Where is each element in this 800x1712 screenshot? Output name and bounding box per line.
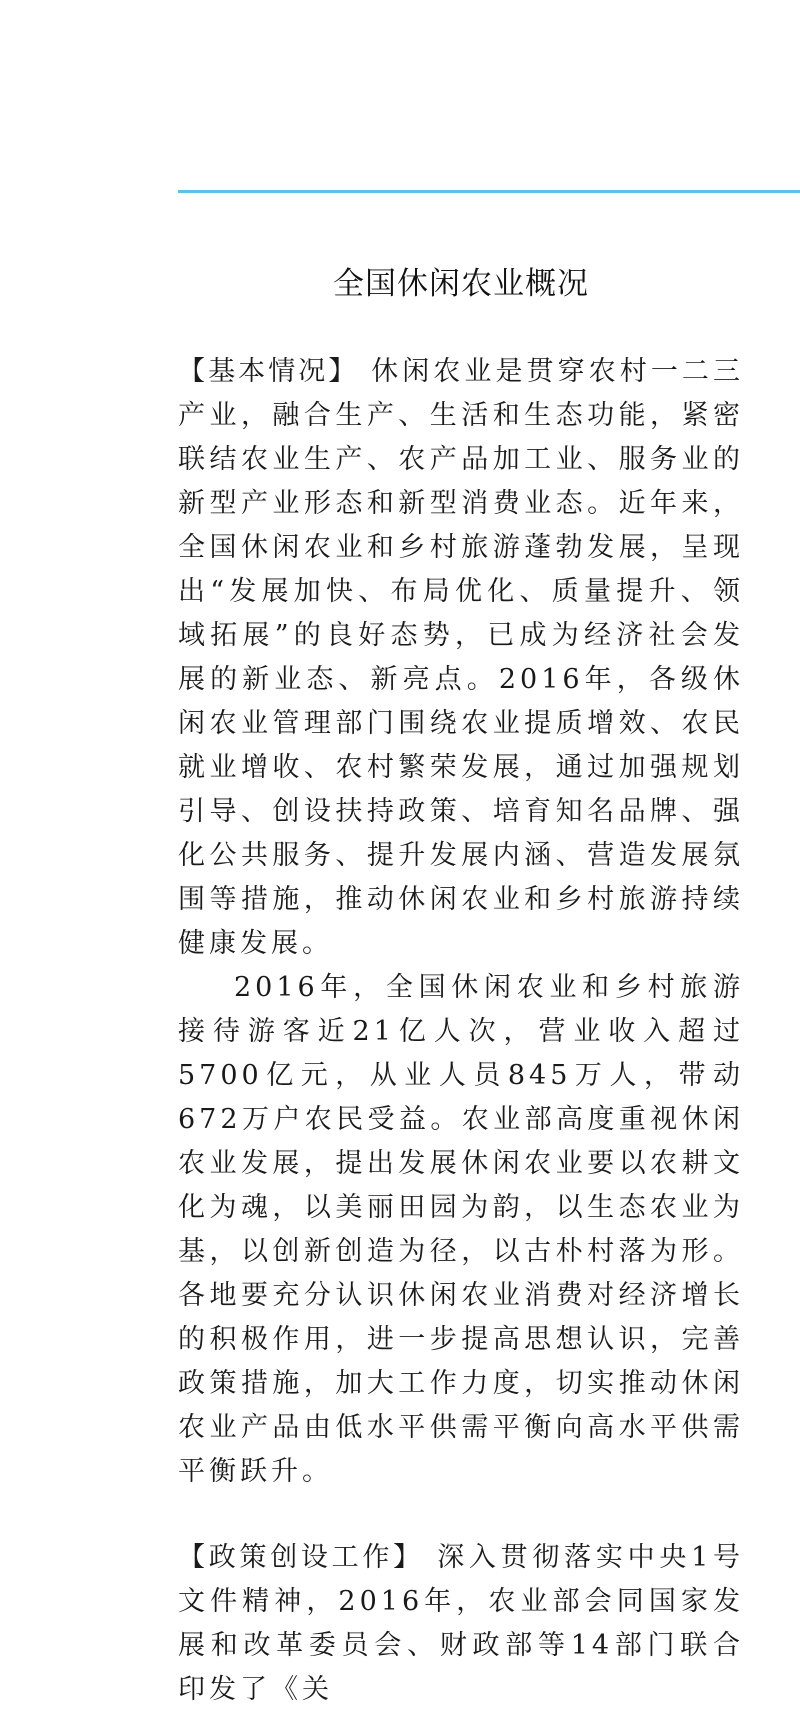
article-body: [178, 350, 744, 1712]
section-basic-paragraph-2: 2016年，全国休闲农业和乡村旅游接待游客近21亿人次，营业收入超过5700亿元，从业人员845万人，带动672万户农民受益。农业部高度重视休闲农业发展，提出发展休闲农业要以农耕文化为魂，以美丽田园为韵，以生态农业为基，以创新创造为径，以古朴村落为形。各地要充分认识休闲农业消费对经济增长的积极作用，进一步提高思想认识，完善政策措施，加大工作力度，切实推动休闲农业产品由低水平供需平衡向高水平供需平衡跃升。: [178, 972, 744, 1487]
section-policy-text-1: 深入贯彻落实中央1号文件精神，2016年，农业部会同国家发展和改革委员会、财政部等14部门联合印发了《关: [178, 1542, 744, 1705]
page-title: 全国休闲农业概况: [333, 266, 589, 302]
header-rule: [178, 190, 800, 193]
section-gap: [178, 1494, 744, 1536]
section-basic-text-1: 休闲农业是贯穿农村一二三产业，融合生产、生活和生态功能，紧密联结农业生产、农产品加工业、服务业的新型产业形态和新型消费业态。近年来，全国休闲农业和乡村旅游蓬勃发展，呈现出“发展加快、布局优化、质量提升、领域拓展”的良好态势，已成为经济社会发展的新业态、新亮点。2016年，各级休闲农业管理部门围绕农业提质增效、农民就业增收、农村繁荣发展，通过加强规划引导、创设扶持政策、培育知名品牌、强化公共服务、提升发展内涵、营造发展氛围等措施，推动休闲农业和乡村旅游持续健康发展。: [178, 356, 744, 959]
section-policy-heading: 【政策创设工作】: [178, 1542, 424, 1573]
section-basic-heading: 【基本情况】: [178, 356, 359, 387]
section-basic-paragraph-1: [178, 350, 744, 966]
section-policy-paragraph-1: [178, 1536, 744, 1712]
